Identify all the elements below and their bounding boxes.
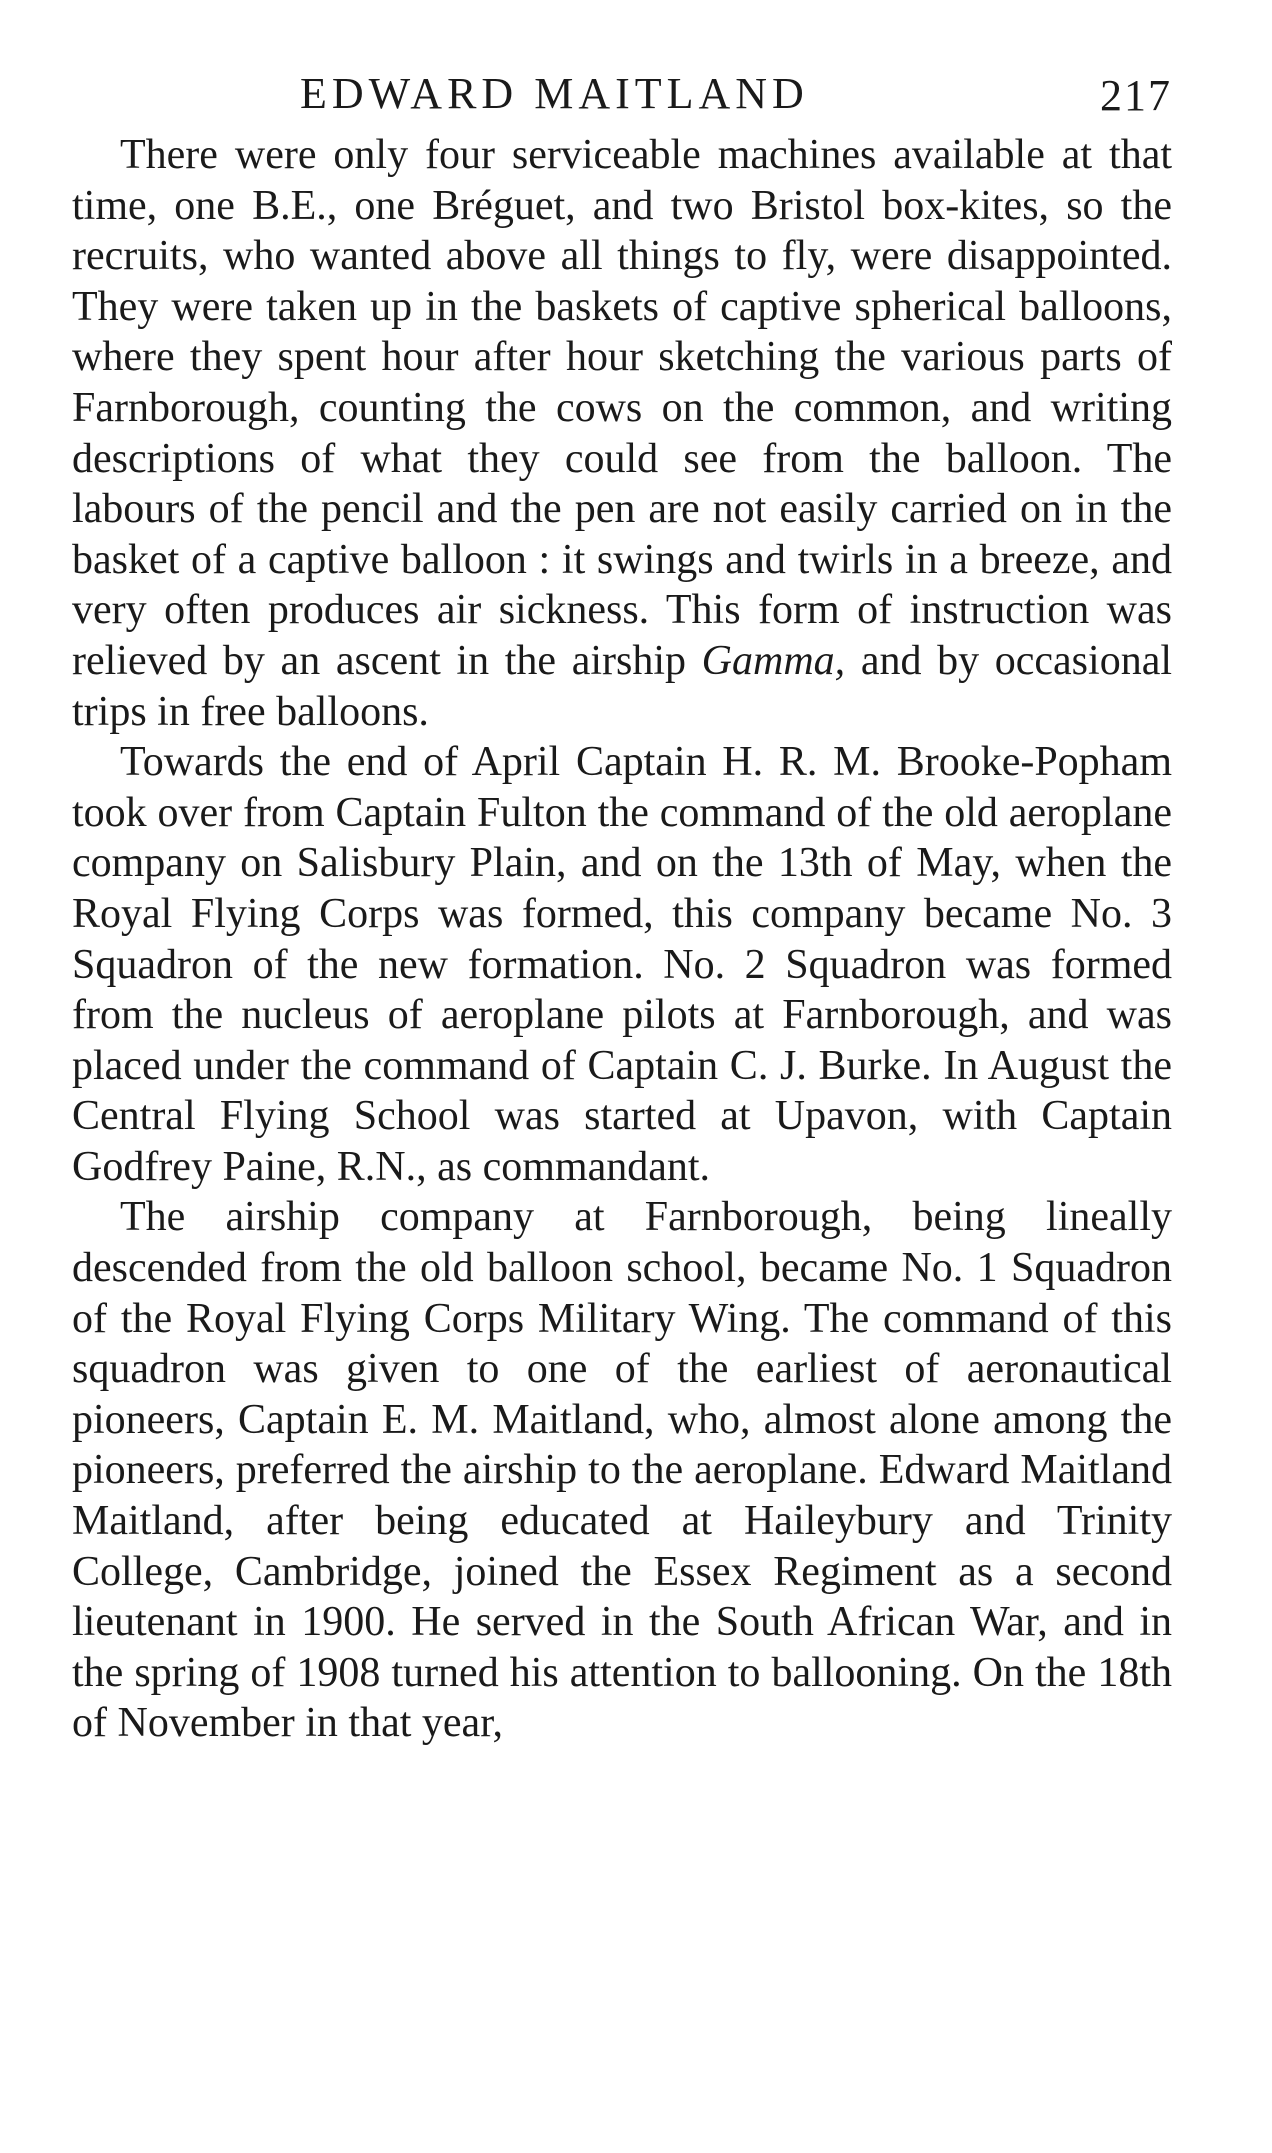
- running-title: EDWARD MAITLAND: [300, 69, 809, 118]
- running-head: [72, 56, 1172, 130]
- book-page: [72, 56, 1172, 1749]
- paragraph-2: Towards the end of April Captain H. R. M. Brooke-Popham took over from Captain Fulton the command of the old aeroplane company on Salisbury Plain, and on the 13th of May, when the Royal Flying Corps was formed, this company became No. 3 Squadron of the new formation. No. 2 Squadron was formed from the nucleus of aeroplane pilots at Farnborough, and was placed under the command of Captain C. J. Burke. In August the Central Flying School was started at Upavon, with Captain Godfrey Paine, R.N., as commandant.: [72, 739, 1172, 1190]
- paragraph-1-text-a: There were only four serviceable machines available at that time, one B.E., one Bréguet, and two Bristol box-kites, so the recruits, who wanted above all things to fly, were disappointed. They were taken up in the baskets of captive spherical balloons, where they spent hour after hour sketching the various parts of Farnborough, counting the cows on the common, and writing descriptions of what they could see from the balloon. The labours of the pencil and the pen are not easily carried on in the basket of a captive balloon : it swings and twirls in a breeze, and very often produces air sickness. This form of instruction was relieved by an ascent in the airship: [72, 132, 1172, 684]
- paragraph-3: The airship company at Farnborough, being lineally descended from the old balloon school, became No. 1 Squadron of the Royal Flying Corps Military Wing. The command of this squadron was given to one of the earliest of aeronautical pioneers, Captain E. M. Maitland, who, almost alone among the pioneers, preferred the airship to the aeroplane. Edward Maitland Maitland, after being educated at Haileybury and Trinity College, Cambridge, joined the Essex Regiment as a second lieutenant in 1900. He served in the South African War, and in the spring of 1908 turned his attention to ballooning. On the 18th of November in that year,: [72, 1194, 1172, 1747]
- body-text: [72, 130, 1172, 1749]
- paragraph-1: [72, 130, 1172, 737]
- paragraph-1-text-b: and by occasional trips in free balloons.: [72, 637, 1173, 735]
- airship-name-gamma: Gamma,: [701, 637, 846, 684]
- page-number: 217: [1100, 71, 1172, 120]
